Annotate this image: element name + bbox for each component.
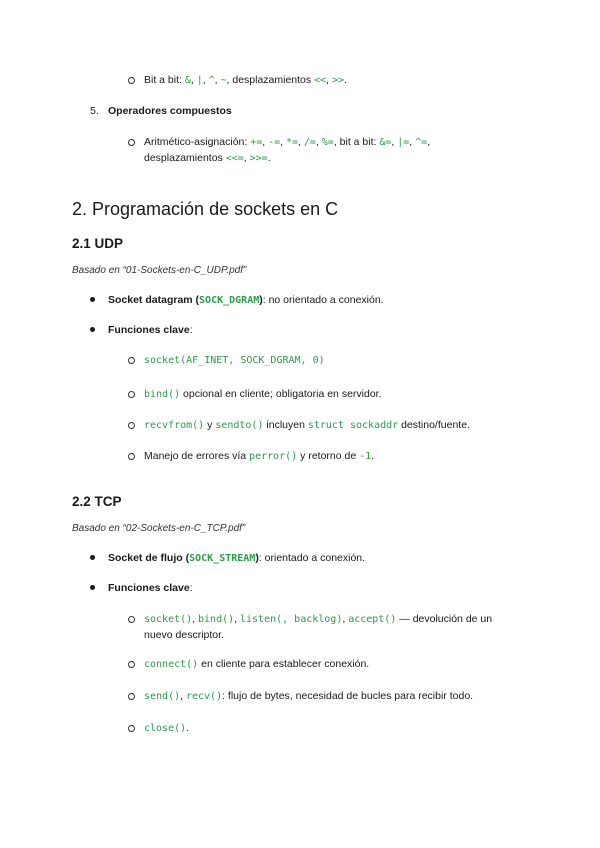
- tcp-sub-functions-line2: nuevo descriptor.: [144, 629, 224, 641]
- sub-bullet-icon: [128, 357, 135, 364]
- bullet-icon: [90, 585, 95, 590]
- udp-item-funciones: Funciones clave:: [108, 324, 193, 336]
- op-shr: >>: [331, 75, 345, 86]
- tcp-heading: 2.2 TCP: [72, 494, 122, 509]
- op-or: |: [196, 75, 203, 86]
- sub-bullet-icon: [128, 422, 135, 429]
- sub-bullet-icon: [128, 453, 135, 460]
- sub-bullet-icon: [128, 725, 135, 732]
- sub-bullet-icon: [128, 616, 135, 623]
- udp-sub-bind: bind() opcional en cliente; obligatoria en servidor.: [144, 388, 382, 400]
- compuestos-line2: desplazamientos <<=, >>=.: [144, 152, 271, 164]
- compuestos-line1: Aritmético-asignación: +=, -=, *=, /=, %=, bit a bit: &=, |=, ^=,: [144, 136, 431, 148]
- op-xor: ^: [208, 75, 215, 86]
- udp-item-socket: Socket datagram (SOCK_DGRAM): no orientado a conexión.: [108, 294, 384, 306]
- tcp-sub-send: send(), recv(): flujo de bytes, necesidad de bucles para recibir todo.: [144, 690, 474, 702]
- udp-source: Basado en “01-Sockets-en-C_UDP.pdf”: [72, 265, 247, 276]
- bullet-icon: [90, 555, 95, 560]
- tcp-sub-connect: connect() en cliente para establecer conexión.: [144, 658, 370, 670]
- sock-dgram-code: SOCK_DGRAM: [199, 295, 260, 306]
- list-number: 5.: [90, 105, 99, 117]
- tcp-item-funciones: Funciones clave:: [108, 582, 193, 594]
- sub-bullet-icon: [128, 693, 135, 700]
- bullet-icon: [90, 327, 95, 332]
- op-shl: <<: [314, 75, 327, 86]
- udp-sub-errores: Manejo de errores vía perror() y retorno de -1.: [144, 450, 375, 462]
- udp-sub-socket: socket(AF_INET, SOCK_DGRAM, 0): [144, 355, 325, 366]
- sub-bullet-icon: [128, 661, 135, 668]
- section-heading: 2. Programación de sockets en C: [72, 199, 339, 219]
- udp-heading: 2.1 UDP: [72, 236, 124, 251]
- sub-bullet-icon: [128, 77, 135, 84]
- bitabit-label: Bit a bit:: [144, 74, 185, 86]
- tcp-sub-functions: socket(), bind(), listen(, backlog), accept() — devolución de un: [144, 613, 493, 625]
- tcp-item-socket: Socket de flujo (SOCK_STREAM): orientado a conexión.: [108, 552, 366, 564]
- bullet-icon: [90, 297, 95, 302]
- udp-sub-recvfrom: recvfrom() y sendto() incluyen struct sockaddr destino/fuente.: [144, 419, 470, 431]
- tcp-source: Basado en “02-Sockets-en-C_TCP.pdf”: [72, 523, 246, 534]
- op-and: &: [184, 75, 191, 86]
- sub-bullet-icon: [128, 139, 135, 146]
- compuestos-title: Operadores compuestos: [108, 105, 232, 117]
- tcp-sub-close: close().: [144, 722, 190, 734]
- sock-stream-code: SOCK_STREAM: [189, 553, 256, 564]
- bitabit-line: Bit a bit: &, |, ^, ~, desplazamientos <<, >>.: [144, 74, 347, 86]
- op-not: ~: [220, 75, 227, 86]
- sub-bullet-icon: [128, 391, 135, 398]
